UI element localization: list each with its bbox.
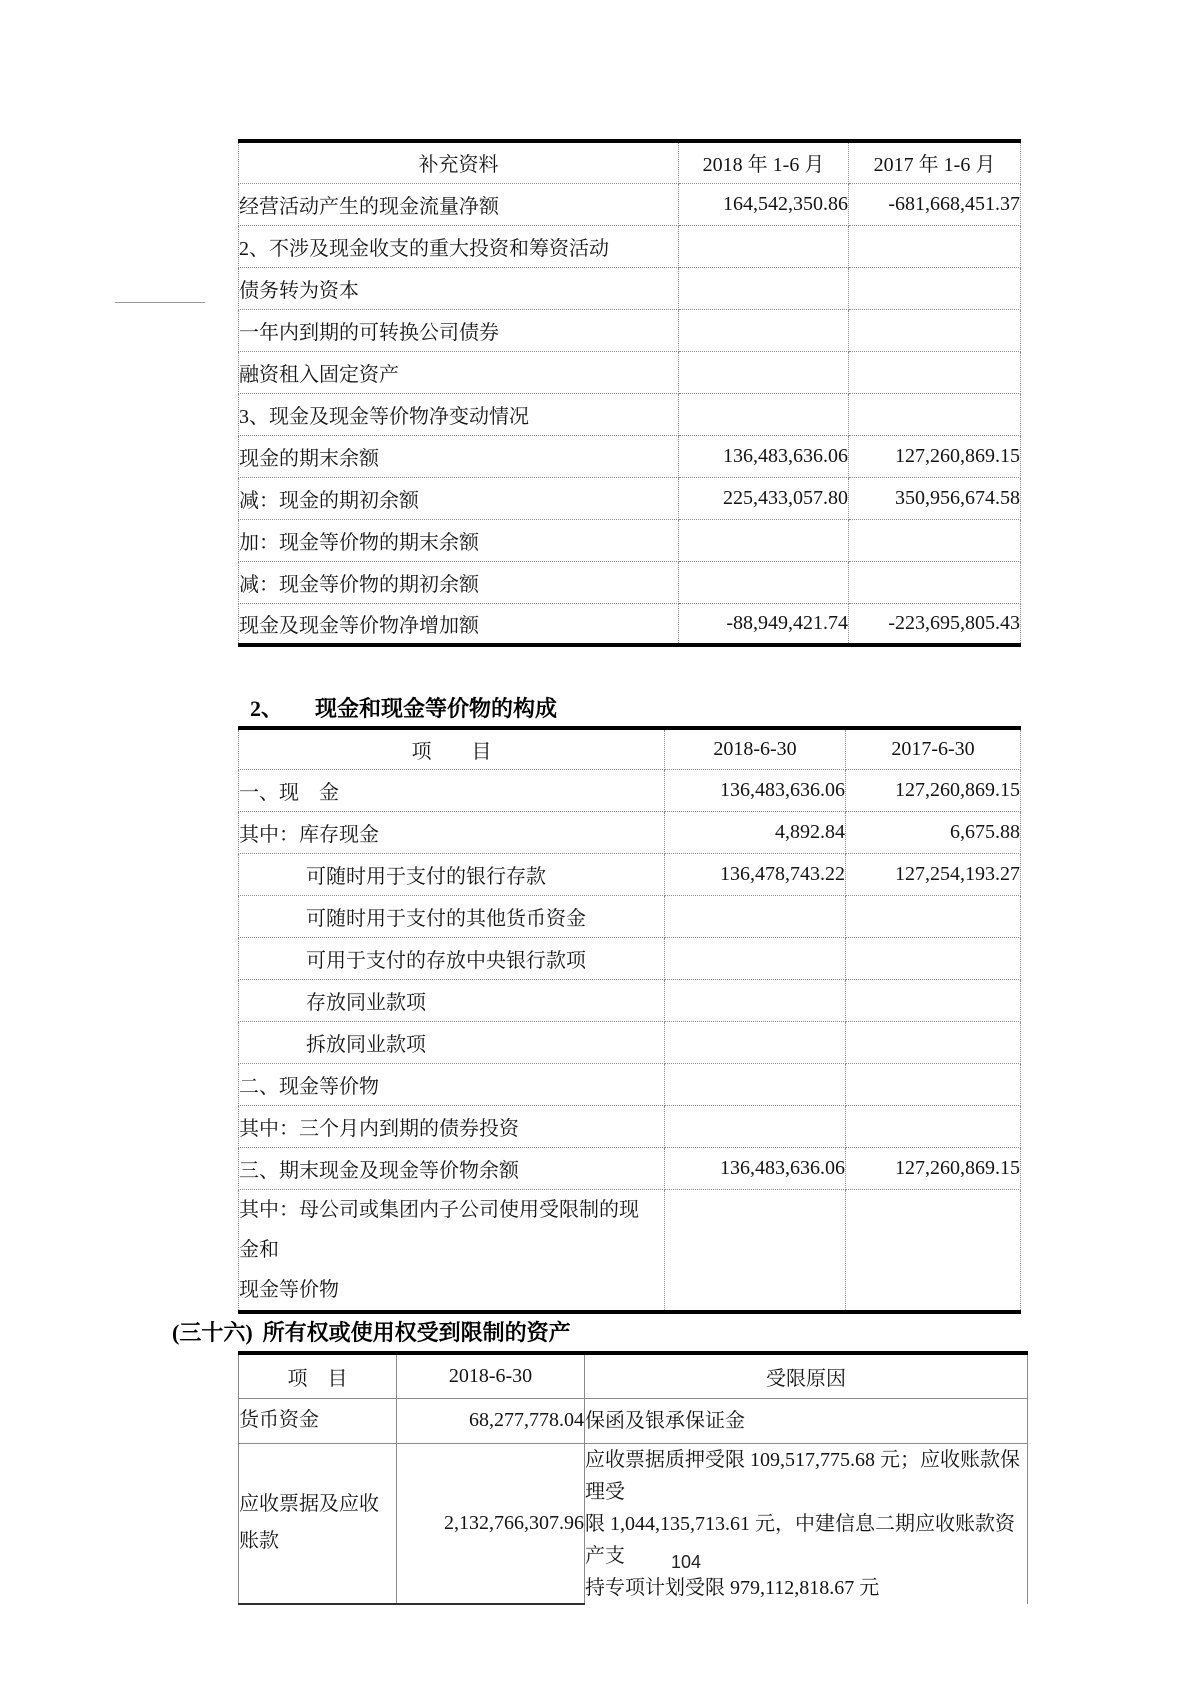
row-value-2018: -88,949,421.74 bbox=[679, 603, 849, 645]
row-label: 一年内到期的可转换公司债券 bbox=[239, 309, 679, 351]
row-value-2018 bbox=[679, 561, 849, 603]
table1-header-2017: 2017 年 1-6 月 bbox=[849, 141, 1021, 183]
row-value-2018: 136,483,636.06 bbox=[679, 435, 849, 477]
table-row bbox=[239, 603, 1021, 645]
row-value-2018: 136,478,743.22 bbox=[665, 853, 846, 895]
table-row bbox=[239, 1063, 1021, 1105]
row-value-2018 bbox=[679, 393, 849, 435]
table-row bbox=[239, 309, 1021, 351]
row-value-2017 bbox=[846, 979, 1021, 1021]
row-label: 可随时用于支付的其他货币资金 bbox=[239, 895, 665, 937]
row-label: 可随时用于支付的银行存款 bbox=[239, 853, 665, 895]
row-value-2017: 127,260,869.15 bbox=[846, 769, 1021, 811]
table-row bbox=[239, 225, 1021, 267]
table3-row2-label: 应收票据及应收账款 bbox=[239, 1443, 397, 1604]
row-value-2017 bbox=[849, 225, 1021, 267]
row-value-2017 bbox=[846, 895, 1021, 937]
row-value-2017 bbox=[849, 561, 1021, 603]
table-row bbox=[239, 895, 1021, 937]
row-label-line: 其中：母公司或集团内子公司使用受限制的现金和 bbox=[239, 1198, 639, 1261]
table2-header-item: 项 目 bbox=[239, 728, 665, 769]
row-label: 存放同业款项 bbox=[239, 979, 665, 1021]
table-row bbox=[239, 183, 1021, 225]
table1-header-row bbox=[239, 141, 1021, 183]
row-value-2018 bbox=[665, 1105, 846, 1147]
table-row bbox=[239, 393, 1021, 435]
row-value-2018: 136,483,636.06 bbox=[665, 769, 846, 811]
row-label: 3、现金及现金等价物净变动情况 bbox=[239, 393, 679, 435]
table3-header-item: 项 目 bbox=[239, 1353, 397, 1398]
row-value-2018 bbox=[665, 1189, 846, 1312]
row-label: 二、现金等价物 bbox=[239, 1063, 665, 1105]
table3-row2-value: 2,132,766,307.96 bbox=[397, 1443, 585, 1604]
table-row bbox=[239, 769, 1021, 811]
row-value-2018 bbox=[665, 937, 846, 979]
row-label: 可用于支付的存放中央银行款项 bbox=[239, 937, 665, 979]
table-row bbox=[239, 477, 1021, 519]
row-value-2017 bbox=[846, 937, 1021, 979]
row-value-2017 bbox=[846, 1105, 1021, 1147]
row-label: 其中：三个月内到期的债券投资 bbox=[239, 1105, 665, 1147]
row-value-2018 bbox=[679, 519, 849, 561]
table-row bbox=[239, 937, 1021, 979]
table3-header-row bbox=[239, 1353, 1028, 1398]
row-value-2017 bbox=[849, 393, 1021, 435]
row-value-2018 bbox=[665, 979, 846, 1021]
table-row bbox=[239, 1021, 1021, 1063]
row-value-2018: 136,483,636.06 bbox=[665, 1147, 846, 1189]
row-value-2018 bbox=[679, 225, 849, 267]
row-value-2017: 6,675.88 bbox=[846, 811, 1021, 853]
row-label: 债务转为资本 bbox=[239, 267, 679, 309]
reason-line: 持专项计划受限 979,112,818.67 元 bbox=[585, 1576, 880, 1599]
table-row bbox=[239, 811, 1021, 853]
table-row bbox=[239, 1443, 1028, 1604]
page-number: 104 bbox=[670, 1552, 702, 1572]
restricted-assets-table bbox=[238, 1351, 1027, 1605]
margin-rule bbox=[115, 302, 205, 303]
row-value-2017 bbox=[846, 1063, 1021, 1105]
table2-header-2017: 2017-6-30 bbox=[846, 728, 1021, 769]
table-row bbox=[239, 351, 1021, 393]
row-label: 现金的期末余额 bbox=[239, 435, 679, 477]
table-row bbox=[239, 519, 1021, 561]
row-value-2018: 225,433,057.80 bbox=[679, 477, 849, 519]
row-label: 减：现金等价物的期初余额 bbox=[239, 561, 679, 603]
row-value-2017: 127,260,869.15 bbox=[849, 435, 1021, 477]
row-label: 三、期末现金及现金等价物余额 bbox=[239, 1147, 665, 1189]
table-row bbox=[239, 435, 1021, 477]
table-row bbox=[239, 1189, 1021, 1312]
row-label: 2、不涉及现金收支的重大投资和筹资活动 bbox=[239, 225, 679, 267]
row-label: 减：现金的期初余额 bbox=[239, 477, 679, 519]
table2-header-row bbox=[239, 728, 1021, 769]
table3-body bbox=[239, 1398, 1028, 1604]
row-value-2017: 127,260,869.15 bbox=[846, 1147, 1021, 1189]
row-label: 一、现 金 bbox=[239, 769, 665, 811]
row-value-2017 bbox=[849, 519, 1021, 561]
cash-composition-table bbox=[238, 726, 1020, 1314]
table-row bbox=[239, 979, 1021, 1021]
row-value-2018 bbox=[679, 267, 849, 309]
table2-body bbox=[239, 769, 1021, 1312]
row-value-2017: -681,668,451.37 bbox=[849, 183, 1021, 225]
row-label: 融资租入固定资产 bbox=[239, 351, 679, 393]
reason-line: 限 1,044,135,713.61 元，中建信息二期应收账款资产支 bbox=[585, 1512, 1015, 1567]
row-value-2018 bbox=[679, 351, 849, 393]
row-label bbox=[239, 1189, 665, 1312]
table1-header-item: 补充资料 bbox=[239, 141, 679, 183]
row-value-2017 bbox=[849, 267, 1021, 309]
row-value-2018: 4,892.84 bbox=[665, 811, 846, 853]
row-value-2018: 164,542,350.86 bbox=[679, 183, 849, 225]
section-2-heading: 现金和现金等价物的构成 bbox=[315, 696, 558, 721]
row-value-2017 bbox=[849, 351, 1021, 393]
section-2-title bbox=[250, 694, 557, 724]
row-value-2017 bbox=[846, 1189, 1021, 1312]
table-row bbox=[239, 1105, 1021, 1147]
table1-body bbox=[239, 183, 1021, 645]
row-label: 加：现金等价物的期末余额 bbox=[239, 519, 679, 561]
row-label: 经营活动产生的现金流量净额 bbox=[239, 183, 679, 225]
table-row bbox=[239, 1398, 1028, 1443]
row-label: 拆放同业款项 bbox=[239, 1021, 665, 1063]
table3-header-2018: 2018-6-30 bbox=[397, 1353, 585, 1398]
section-2-number: 2、 bbox=[250, 696, 284, 721]
row-label-line: 现金等价物 bbox=[239, 1278, 339, 1301]
row-value-2017: 350,956,674.58 bbox=[849, 477, 1021, 519]
table2-header-2018: 2018-6-30 bbox=[665, 728, 846, 769]
row-label: 其中：库存现金 bbox=[239, 811, 665, 853]
row-value-2018 bbox=[679, 309, 849, 351]
section-36-heading: 所有权或使用权受到限制的资产 bbox=[262, 1320, 571, 1345]
row-label: 现金及现金等价物净增加额 bbox=[239, 603, 679, 645]
reason-line: 保函及银承保证金 bbox=[585, 1409, 745, 1432]
table3-header-reason: 受限原因 bbox=[585, 1353, 1028, 1398]
table-row bbox=[239, 853, 1021, 895]
table3-row1-value: 68,277,778.04 bbox=[397, 1398, 585, 1443]
row-value-2017 bbox=[849, 309, 1021, 351]
row-value-2017: -223,695,805.43 bbox=[849, 603, 1021, 645]
row-value-2018 bbox=[665, 895, 846, 937]
table3-row1-reason bbox=[585, 1398, 1028, 1443]
table3-row1-label: 货币资金 bbox=[239, 1398, 397, 1443]
section-36-title bbox=[172, 1318, 571, 1348]
table-row bbox=[239, 1147, 1021, 1189]
supplementary-info-table bbox=[238, 139, 1020, 647]
section-36-number: (三十六) bbox=[172, 1320, 253, 1345]
table-row bbox=[239, 267, 1021, 309]
table3-row2-reason bbox=[585, 1443, 1028, 1604]
table1-header-2018: 2018 年 1-6 月 bbox=[679, 141, 849, 183]
row-value-2018 bbox=[665, 1063, 846, 1105]
table-row bbox=[239, 561, 1021, 603]
row-value-2017: 127,254,193.27 bbox=[846, 853, 1021, 895]
row-value-2017 bbox=[846, 1021, 1021, 1063]
reason-line: 应收票据质押受限 109,517,775.68 元；应收账款保理受 bbox=[585, 1448, 1020, 1503]
row-value-2018 bbox=[665, 1021, 846, 1063]
